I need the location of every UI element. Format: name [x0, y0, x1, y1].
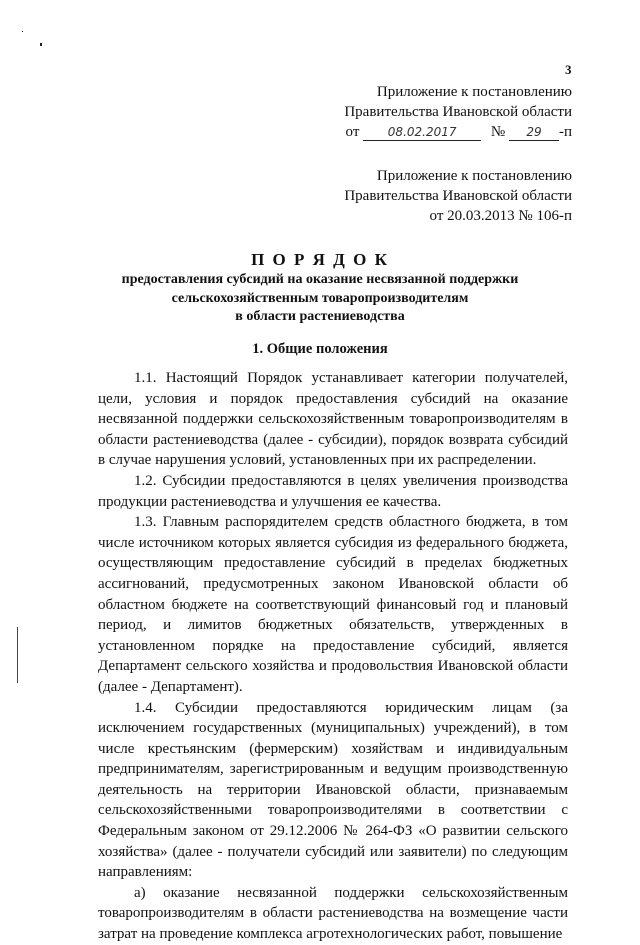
appendix-current-date-line [300, 122, 572, 142]
appendix-current-line2: Правительства Ивановской области [344, 104, 572, 120]
paragraph-1-4: 1.4. Субсидии предоставляются юридическим лицам (за исключением государственных (муниципальных) учреждений), в том числе крестьянским (фермерским) хозяйствам и индивидуальным предпринимателям, зарегистрированным и ведущим производственную деятельность на территории Ивановской области, признаваемым сельскохозяйственными товаропроизводителями в соответствии с Федеральным законом от 29.12.2006 № 264-ФЗ «О развитии сельского хозяйства» (далее - получатели субсидий или заявители) по следующим направлениям: [98, 699, 568, 881]
date-prefix: от [345, 124, 360, 140]
margin-line-mark [17, 627, 18, 683]
appendix-original [300, 166, 572, 226]
paragraph-1-3: 1.3. Главным распорядителем средств областного бюджета, в том числе источником которых является субсидия из федерального бюджета, осуществляющим предоставление субсидий в пределах бюджетных ассигнований, предусмотренных законом Ивановской области об областном бюджете на соответствующий финансовый год и плановый период, и лимитов бюджетных обязательств, утвержденных в установленном порядке на предоставление субсидий, является Департамент сельского хозяйства и продовольствия Ивановской области (далее - Департамент). [98, 514, 568, 695]
paragraph-1-2: 1.2. Субсидии предоставляются в целях увеличения производства продукции растениеводства и улучшения ее качества. [98, 472, 568, 510]
scan-speck [22, 31, 23, 32]
document-body [98, 368, 568, 945]
appendix-current-line1: Приложение к постановлению [376, 84, 572, 100]
section-heading: 1. Общие положения [252, 341, 388, 357]
document-subtitle-line1: предоставления субсидий на оказание несвязанной поддержки [121, 272, 519, 287]
appendix-original-line3: от 20.03.2013 № 106-п [429, 208, 572, 224]
number-prefix: № [490, 124, 506, 140]
paragraph-1-1: 1.1. Настоящий Порядок устанавливает категории получателей, цели, условия и порядок предоставления субсидий на оказание несвязанной поддержки сельскохозяйственным товаропроизводителям в области растениеводства (далее - субсидии), порядок возврата субсидий в случае нарушения условий, установленных при их распределении. [98, 370, 568, 469]
appendix-current [300, 82, 572, 142]
scan-speck [40, 43, 42, 46]
date-value: 08.02.2017 [363, 124, 481, 141]
number-suffix: -п [558, 124, 572, 140]
number-value: 29 [509, 124, 559, 141]
document-subtitle-line3: в области растениеводства [235, 309, 405, 324]
appendix-original-line1: Приложение к постановлению [376, 168, 572, 184]
page-number: 3 [565, 62, 572, 77]
document-subtitle-line2: сельскохозяйственным товаропроизводителям [171, 291, 469, 306]
document-title: П О Р Я Д О К [251, 250, 389, 269]
paragraph-1-4-a: а) оказание несвязанной поддержки сельскохозяйственным товаропроизводителям в области растениеводства на возмещение части затрат на проведение комплекса агротехнологических работ, повышение [98, 884, 568, 943]
appendix-original-line2: Правительства Ивановской области [344, 188, 572, 204]
